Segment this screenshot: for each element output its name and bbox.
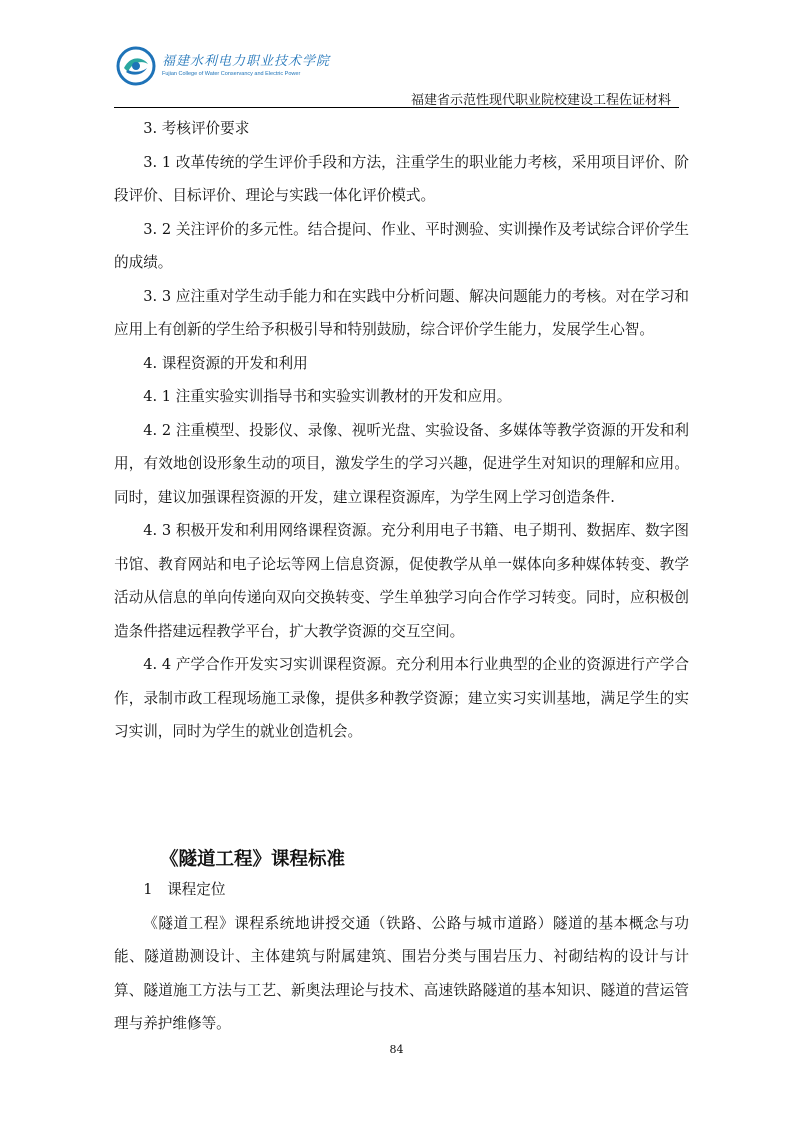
paragraph-4-1: 4. 1 注重实验实训指导书和实验实训教材的开发和应用。 [143, 388, 512, 405]
body-text [114, 112, 689, 749]
college-logo [116, 46, 330, 86]
document-series-title: 福建省示范性现代职业院校建设工程佐证材料 [410, 93, 671, 108]
page-number: 84 [389, 1043, 404, 1056]
section-title: 《隧道工程》课程标准 [160, 849, 346, 870]
section-intro: 《隧道工程》课程系统地讲授交通（铁路、公路与城市道路）隧道的基本概念与功能、隧道勘测设计、主体建筑与附属建筑、围岩分类与围岩压力、衬砌结构的设计与计算、隧道施工方法与工艺、新奥法理论与技术、高速铁路隧道的基本知识、隧道的营运管理与养护维修等。 [114, 914, 689, 1032]
logo-chinese-name: 福建水利电力职业技术学院 [162, 54, 331, 69]
paragraph-4-3: 4. 3 积极开发和利用网络课程资源。充分利用电子书籍、电子期刊、数据库、数字图书馆、教育网站和电子论坛等网上信息资源，促使教学从单一媒体向多种媒体转变、教学活动从信息的单向传递向双向交换转变、学生单独学习向合作学习转变。同时，应积极创造条件搭建远程教学平台，扩大教学资源的交互空间。 [114, 522, 689, 640]
header-divider [114, 107, 679, 108]
heading-resources: 4. 课程资源的开发和利用 [143, 354, 308, 372]
section-subheading: 1 课程定位 [143, 881, 226, 898]
paragraph-4-4: 4. 4 产学合作开发实习实训课程资源。充分利用本行业典型的企业的资源进行产学合作，录制市政工程现场施工录像，提供多种教学资源；建立实习实训基地，满足学生的实习实训，同时为学生的就业创造机会。 [114, 656, 689, 740]
paragraph-3-2: 3. 2 关注评价的多元性。结合提问、作业、平时测验、实训操作及考试综合评价学生的成绩。 [114, 220, 689, 271]
heading-assessment: 3. 考核评价要求 [143, 120, 250, 137]
paragraph-3-3: 3. 3 应注重对学生动手能力和在实践中分析问题、解决问题能力的考核。对在学习和应用上有创新的学生给予积极引导和特别鼓励，综合评价学生能力，发展学生心智。 [114, 287, 689, 338]
paragraph-4-2: 4. 2 注重模型、投影仪、录像、视听光盘、实验设备、多媒体等教学资源的开发和利用，有效地创设形象生动的项目，激发学生的学习兴趣，促进学生对知识的理解和应用。同时，建议加强课程资源的开发，建立课程资源库，为学生网上学习创造条件. [114, 421, 689, 506]
logo-english-name: Fujian College of Water Conservancy and Electric Power [162, 71, 301, 77]
college-emblem-icon [116, 46, 156, 86]
paragraph-3-1: 3. 1 改革传统的学生评价手段和方法，注重学生的职业能力考核，采用项目评价、阶段评价、目标评价、理论与实践一体化评价模式。 [114, 153, 689, 204]
section-body [114, 873, 689, 1041]
